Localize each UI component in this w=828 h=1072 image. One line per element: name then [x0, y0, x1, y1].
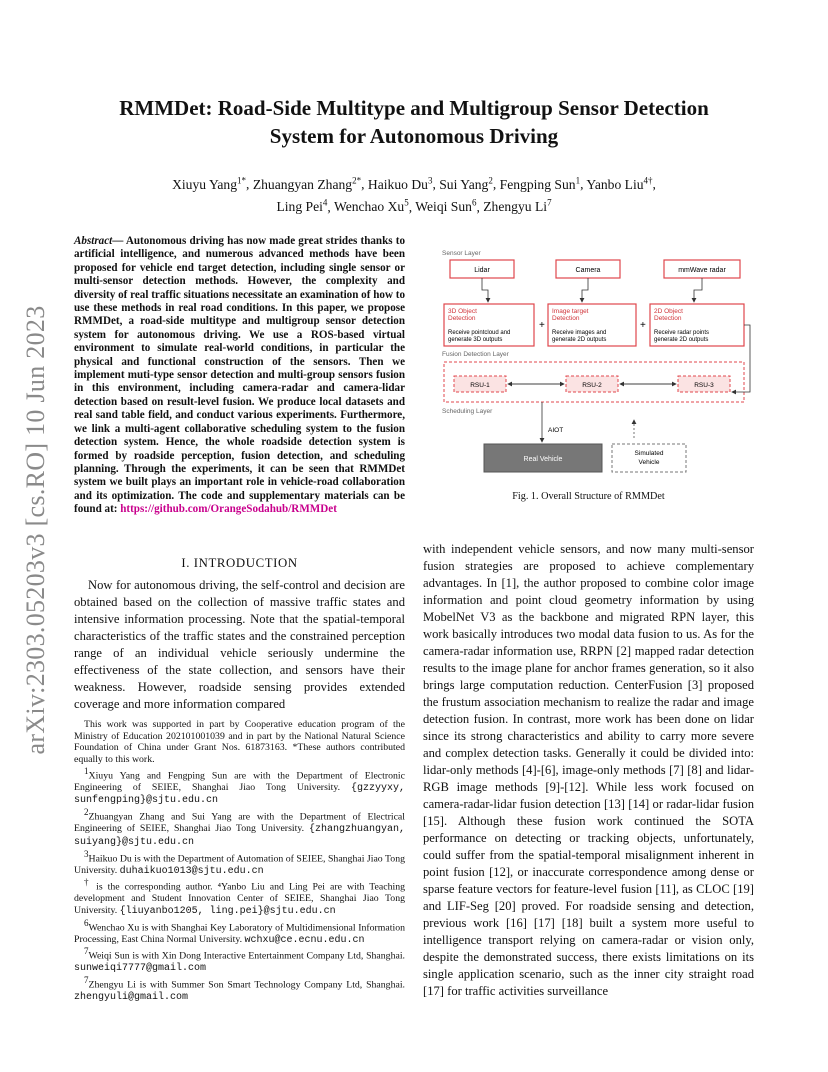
footnotes — [74, 719, 405, 1004]
title-line-2: System for Autonomous Driving — [269, 124, 559, 148]
simulated-vehicle-label: Simulated — [634, 450, 664, 457]
2d-detection-title: Detection — [654, 315, 682, 322]
footnote: $^3$Haikuo Du is with the Department of Automation of SEIEE, Shanghai Jiao Tong University. duhaikuo1013@sjtu.edu.cn — [74, 848, 405, 877]
camera-label: Camera — [575, 267, 601, 274]
3d-detection-title: 3D Object — [448, 308, 477, 315]
footnote-email: duhaikuo1013@sjtu.edu.cn — [119, 865, 264, 877]
footnote-email: {liuyanbo1205, ling.pei}@sjtu.edu.cn — [119, 905, 336, 917]
real-vehicle-label: Real Vehicle — [523, 456, 563, 463]
simulated-vehicle-box — [612, 444, 686, 472]
simulated-vehicle-label: Vehicle — [638, 459, 660, 466]
footnote-email: sunweiqi7777@gmail.com — [74, 963, 207, 975]
rsu-3-label: RSU-3 — [694, 382, 714, 389]
footnote: $^2$Zhuangyan Zhang and Sui Yang are with the Department of Electrical Engineering of SEIEE, Shanghai Jiao Tong University. {zhangzhuangyan, suiyang}@sjtu.edu.cn — [74, 807, 405, 848]
footnote: This work was supported in part by Cooperative education program of the Ministry of Education 202101001039 and in part by the National Natural Science Foundation of China under Grant Nos. 61873163. *These authors contributed equally to this work. — [74, 719, 405, 766]
image-detection-desc: generate 2D outputs — [552, 337, 607, 343]
abstract-text: — Autonomous driving has now made great strides thanks to artificial intelligence, and numerous advanced methods have been proposed for vehicle end target detection, including single sensor or multi-sensor detection methods. However, the complexity and diversity of real traffic situations necessitate an examination of how to use these methods in real road conditions. In this paper, we propose RMMDet, a road-side multitype and multigroup sensor detection system for autonomous driving. We use a ROS-based virtual environment to simulate real-world conditions, in particular the physical and functional construction of the sensors. Then we implement muti-type sensor detection and multi-group sensors fusion in this environment, including camera-radar and camera-lidar detection based on result-level fusion. We produce local datasets and real sand table field, and conduct various experiments. Furthermore, we link a multi-agent collaborative scheduling system to the fusion detection system. Hence, the whole roadside detection system is formed by roadside perception, fusion detection, and scheduling planning. Through the experiments, it can be seen that RMMDet system we built plays an important role in vehicle-road collaboration and its optimization. The code and supplementary materials can be found at: — [74, 235, 405, 516]
2d-detection-desc: Receive radar points — [654, 330, 710, 336]
author: Sui Yang$^2$ — [439, 175, 493, 192]
author-list: Xiuyu Yang$^{1*}$, Zhuangyan Zhang$^{2*}$, Haikuo Du$^3$, Sui Yang$^2$, Fengping Sun$^1$, Yanbo Liu$^{4\dagger}$, Ling Pei$^4$, Wenchao Xu$^5$, Weiqi Sun$^6$, Zhengyu Li$^7$ — [172, 175, 656, 215]
footnote-email: wchxu@ce.ecnu.edu.cn — [244, 934, 365, 946]
sensor-layer-label: Sensor Layer — [442, 250, 481, 257]
section-heading: I. INTRODUCTION — [181, 556, 298, 570]
body-paragraph: with independent vehicle sensors, and now many multi-sensor fusion strategies are proposed to achieve complementary advantages. In [1], the author proposed to combine color image information and point cloud geometry information by using MobelNet V3 as the backbone and migrated RPN layer, this work basically introduces two modal data fusion to us. As for the camera-radar information use, RRPN [2] mapped radar detection results to the image plane for anchor frames generation, so it also brings large computation reduction. CenterFusion [3] proposed the frustum association mechanism to realize the radar and image detection fusion. In contrast, more work has been done on lidar since its strong characteristics and ability to carry more severe and complex detection tasks. Generally it could be divided into: lidar-only methods [4]-[6], image-only methods [7] [8] and lidar-RGB image methods [9]-[12]. While less work focused on camera-radar-lidar fusion detection [13] [14] or radar-lidar fusion [15]. Although these fusion work continued the SOTA performance on detecting or tracking objects, unfortunately, could suffer from the spatial-temporal misalignment inherent in point fusion [12], or inaccurate correspondence among dense or sparse feature vectors for feature-level fusion [11], as CLOC [19] and LIF-Seg [20] proved. For roadside sensing and detection, previous work [16] [17] [18] built a system more useful to intelligence transport relying on camera-radar or vision only, despite the demonstrated success, there exists limitations on its single application scenario, such as the inner city straight road [17] for traffic activities surveillance — [423, 542, 754, 998]
image-detection-title: Image target — [552, 308, 589, 315]
author: Ling Pei$^4$ — [276, 197, 328, 215]
rsu-1-label: RSU-1 — [470, 382, 490, 389]
arxiv-id: arXiv:2303.05203v3 [cs.RO] 10 Jun 2023 — [21, 305, 50, 755]
arrow — [582, 278, 588, 302]
arxiv-watermark — [18, 290, 54, 770]
image-detection-title: Detection — [552, 315, 580, 322]
2d-detection-desc: generate 2D outputs — [654, 337, 709, 343]
author: Weiqi Sun$^6$ — [415, 197, 477, 215]
arrow — [482, 278, 488, 302]
footnote: † is the corresponding author. ⁴Yanbo Liu and Ling Pei are with Teaching development and Student Innovation Center of SEIEE, Shanghai Jiao Tong University. {liuyanbo1205, ling.pei}@sjtu.edu.cn — [74, 877, 406, 917]
2d-detection-title: 2D Object — [654, 308, 683, 315]
abstract-label: Abstract — [74, 235, 113, 247]
rsu-2-label: RSU-2 — [582, 382, 602, 389]
intro-text: Now for autonomous driving, the self-control and decision are obtained based on the collection of massive traffic states and intensive information processing. Note that the spatial-temporal characteristics of the traffic states and the constrained perception range of an individual vehicle seriously undermine the effectiveness of the state collection, and sensors have their weakness. However, roadside sensing provides extended coverage and more information compared — [74, 578, 405, 711]
radar-label: mmWave radar — [678, 267, 726, 274]
fusion-layer-label: Fusion Detection Layer — [442, 351, 509, 358]
author: Xiuyu Yang$^{1*}$ — [172, 175, 247, 192]
author: Haikuo Du$^3$ — [367, 175, 433, 192]
author: Zhengyu Li$^7$ — [483, 197, 552, 215]
author: Fengping Sun$^1$ — [499, 175, 581, 192]
author: Zhuangyan Zhang$^{2*}$ — [252, 175, 362, 192]
footnote-email: zhengyuli@gmail.com — [74, 991, 189, 1003]
author: Wenchao Xu$^5$ — [333, 197, 409, 215]
3d-detection-desc: generate 3D outputs — [448, 337, 503, 343]
footnote: $^1$Xiuyu Yang and Fengping Sun are with the Department of Electronic Engineering of SEIEE, Shanghai Jiao Tong University. {gzzyyxy, sunfengping}@sjtu.edu.cn — [74, 765, 405, 807]
plus-sign: + — [539, 320, 545, 331]
code-link[interactable]: https://github.com/OrangeSodahub/RMMDet — [120, 503, 337, 516]
paper-title — [90, 94, 738, 150]
intro-paragraph — [74, 577, 405, 713]
footnote: $^6$Wenchao Xu is with Shanghai Key Laboratory of Multidimensional Information Processing, East China Normal University. wchxu@ce.ecnu.edu.cn — [74, 917, 405, 946]
plus-sign: + — [640, 320, 646, 331]
author: Yanbo Liu$^{4\dagger}$ — [586, 175, 653, 192]
scheduling-layer-label: Scheduling Layer — [442, 408, 493, 415]
title-line-1: RMMDet: Road-Side Multitype and Multigroup Sensor Detection — [119, 96, 709, 120]
3d-detection-title: Detection — [448, 315, 476, 322]
arrow — [694, 278, 702, 302]
footnote-email: {gzzyyxy, sunfengping}@sjtu.edu.cn — [74, 782, 405, 807]
aiot-label: AIOT — [548, 427, 564, 434]
footnote-email: {zhangzhuangyan, suiyang}@sjtu.edu.cn — [74, 824, 405, 848]
abstract — [74, 235, 405, 517]
system-architecture-figure — [438, 246, 754, 474]
lidar-label: Lidar — [474, 267, 490, 274]
3d-detection-desc: Receive pointcloud and — [448, 330, 511, 336]
footnote: $^7$Weiqi Sun is with Xin Dong Interactive Entertainment Company Ltd, Shanghai. sunweiqi7777@gmail.com — [74, 946, 405, 975]
figure-caption: Fig. 1. Overall Structure of RMMDet — [512, 491, 665, 502]
right-column-text — [423, 541, 754, 1000]
image-detection-desc: Receive images and — [552, 330, 607, 336]
footnote: $^7$Zhengyu Li is with Summer Son Smart Technology Company Ltd, Shanghai. zhengyuli@gmail.com — [74, 974, 405, 1003]
